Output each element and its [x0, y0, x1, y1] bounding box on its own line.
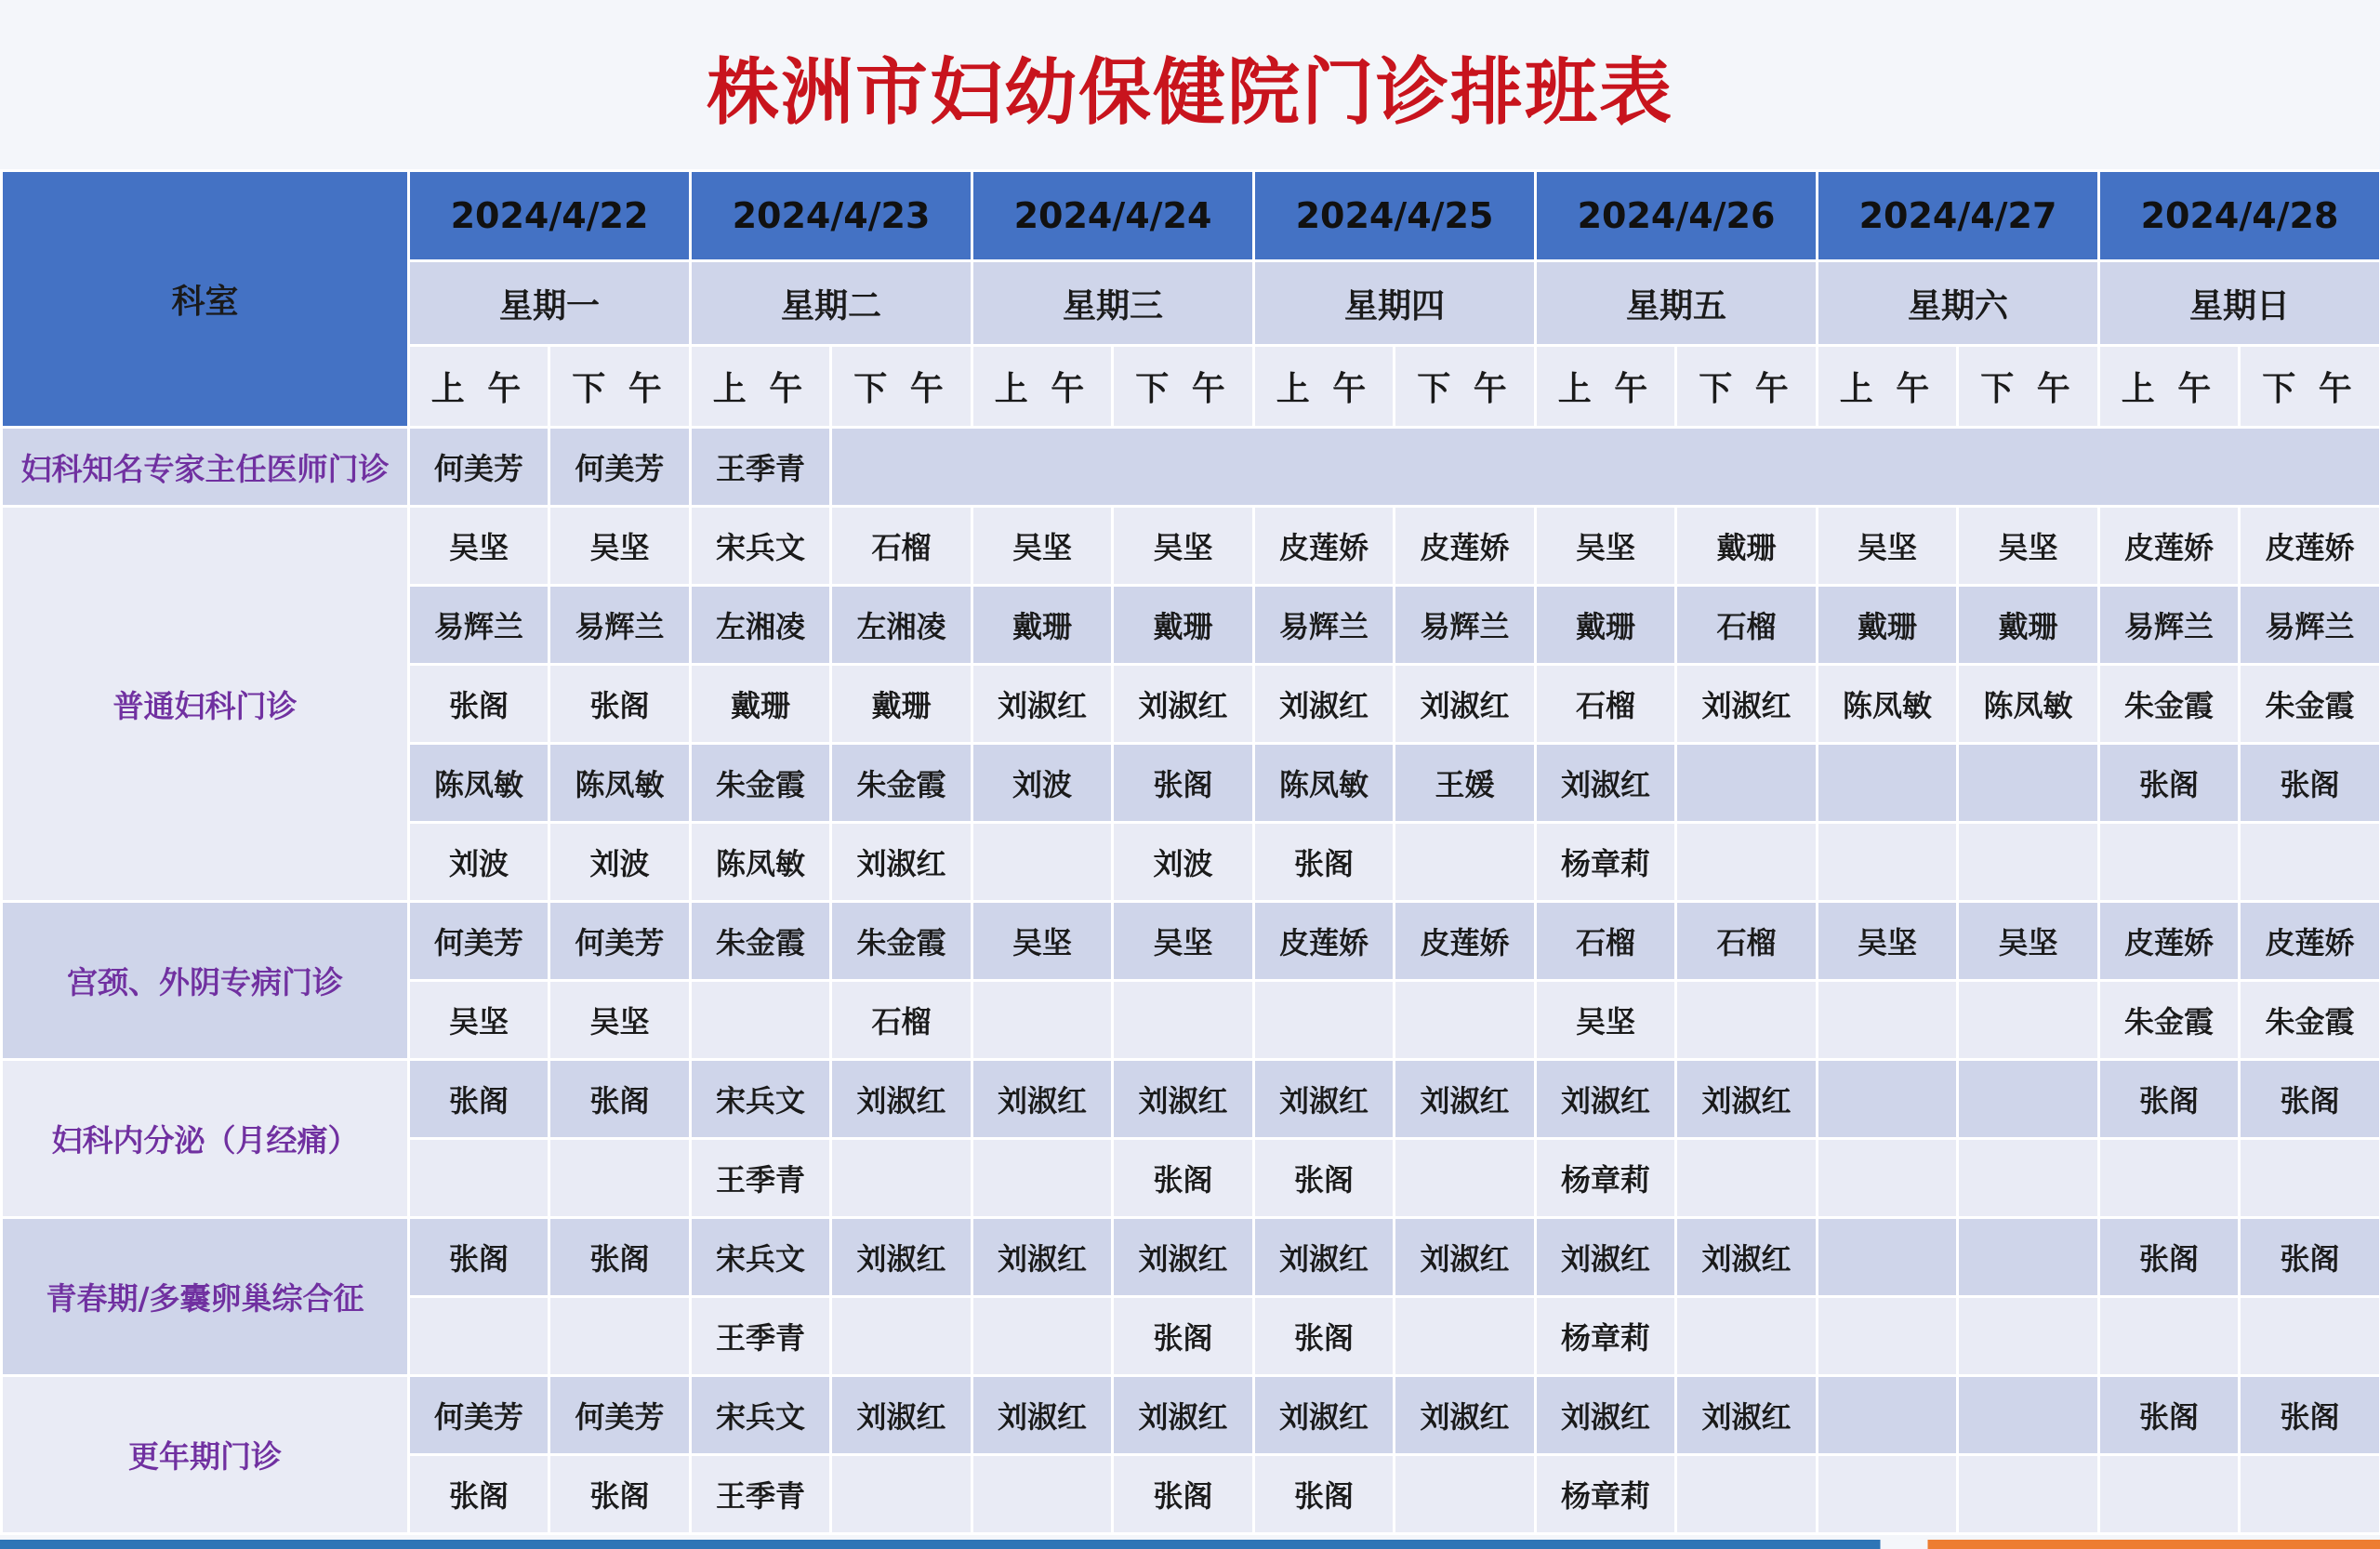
doctor-cell: [1676, 823, 1818, 902]
doctor-cell: [2240, 823, 2380, 902]
doctor-cell: 何美芳: [409, 902, 549, 981]
doctor-cell: [1958, 744, 2099, 823]
doctor-cell: [1818, 823, 1958, 902]
doctor-cell: 张阁: [2099, 1218, 2240, 1297]
doctor-cell: 宋兵文: [691, 1376, 831, 1455]
doctor-cell: [2099, 823, 2240, 902]
doctor-cell: 刘淑红: [1676, 1060, 1818, 1139]
doctor-cell: 张阁: [409, 1060, 549, 1139]
doctor-cell: 石榴: [831, 981, 972, 1060]
doctor-cell: [1958, 1060, 2099, 1139]
doctor-cell: [2099, 1297, 2240, 1376]
am-header: 上 午: [409, 346, 549, 428]
doctor-cell: 张阁: [2240, 744, 2380, 823]
doctor-cell: 张阁: [1113, 1297, 1254, 1376]
doctor-cell: 皮莲娇: [1395, 902, 1536, 981]
date-header: 2024/4/22: [409, 171, 691, 261]
doctor-cell: [1818, 1297, 1958, 1376]
doctor-cell: 刘波: [549, 823, 691, 902]
doctor-cell: [1395, 981, 1536, 1060]
doctor-cell: 吴坚: [1113, 902, 1254, 981]
doctor-cell: [1958, 1139, 2099, 1218]
doctor-cell: [409, 1139, 549, 1218]
doctor-cell: 戴珊: [1958, 586, 2099, 665]
doctor-cell: [2240, 1297, 2380, 1376]
doctor-cell: [1395, 1297, 1536, 1376]
doctor-cell: 戴珊: [831, 665, 972, 744]
doctor-cell: 吴坚: [549, 507, 691, 586]
doctor-cell: 张阁: [1113, 1455, 1254, 1534]
doctor-cell: 陈凤敏: [1958, 665, 2099, 744]
doctor-cell: 朱金霞: [2240, 981, 2380, 1060]
doctor-cell: 石榴: [1676, 902, 1818, 981]
doctor-cell: 朱金霞: [2240, 665, 2380, 744]
doctor-cell: 石榴: [1536, 665, 1676, 744]
doctor-cell: 陈凤敏: [691, 823, 831, 902]
doctor-cell: 皮莲娇: [2099, 902, 2240, 981]
doctor-cell: 刘淑红: [1536, 1060, 1676, 1139]
department-name: 妇科内分泌（月经痛）: [2, 1060, 409, 1218]
doctor-cell: 刘淑红: [1676, 1218, 1818, 1297]
doctor-cell: 张阁: [1113, 744, 1254, 823]
doctor-cell: [2099, 1139, 2240, 1218]
doctor-cell: [1676, 981, 1818, 1060]
doctor-cell: 杨章莉: [1536, 823, 1676, 902]
doctor-cell: 吴坚: [972, 902, 1113, 981]
doctor-cell: 刘淑红: [831, 1376, 972, 1455]
doctor-cell: 易辉兰: [2099, 586, 2240, 665]
doctor-cell: 陈凤敏: [1818, 665, 1958, 744]
table-row: [2, 1060, 2380, 1139]
doctor-cell: [1676, 1455, 1818, 1534]
department-name: 更年期门诊: [2, 1376, 409, 1534]
doctor-cell: 张阁: [409, 1455, 549, 1534]
doctor-cell: 皮莲娇: [2099, 507, 2240, 586]
doctor-cell: 何美芳: [549, 428, 691, 507]
dept-column-header: 科室: [2, 171, 409, 428]
doctor-cell: 刘淑红: [1395, 665, 1536, 744]
doctor-cell: 刘淑红: [1113, 665, 1254, 744]
date-header: 2024/4/24: [972, 171, 1254, 261]
doctor-cell: [1958, 1297, 2099, 1376]
doctor-cell: 戴珊: [1536, 586, 1676, 665]
doctor-cell: 朱金霞: [691, 902, 831, 981]
doctor-cell: [1395, 1455, 1536, 1534]
doctor-cell: 王季青: [691, 1297, 831, 1376]
doctor-cell: [831, 1297, 972, 1376]
date-header: 2024/4/25: [1254, 171, 1536, 261]
doctor-cell: 杨章莉: [1536, 1455, 1676, 1534]
doctor-cell: 吴坚: [1113, 507, 1254, 586]
doctor-cell: 刘淑红: [831, 823, 972, 902]
doctor-cell: 张阁: [409, 1218, 549, 1297]
am-header: 上 午: [1818, 346, 1958, 428]
weekday-header: 星期五: [1536, 261, 1818, 346]
doctor-cell: 刘淑红: [1536, 1376, 1676, 1455]
doctor-cell: 陈凤敏: [1254, 744, 1395, 823]
doctor-cell: [2240, 1139, 2380, 1218]
doctor-cell: 刘淑红: [1536, 744, 1676, 823]
doctor-cell: 刘淑红: [1676, 1376, 1818, 1455]
header-date-row: [2, 171, 2380, 261]
doctor-cell: [1958, 1376, 2099, 1455]
doctor-cell: 戴珊: [972, 586, 1113, 665]
pm-header: 下 午: [831, 346, 972, 428]
doctor-cell: [1113, 981, 1254, 1060]
weekday-header: 星期日: [2099, 261, 2380, 346]
doctor-cell: 皮莲娇: [2240, 507, 2380, 586]
doctor-cell: 刘淑红: [1536, 1218, 1676, 1297]
doctor-cell: [1818, 1376, 1958, 1455]
doctor-cell: 张阁: [1254, 1139, 1395, 1218]
doctor-cell: 易辉兰: [549, 586, 691, 665]
doctor-cell: [972, 823, 1113, 902]
doctor-cell: 宋兵文: [691, 1218, 831, 1297]
schedule-table: [0, 169, 2380, 1535]
doctor-cell: 张阁: [2099, 1060, 2240, 1139]
doctor-cell: 刘波: [1113, 823, 1254, 902]
pm-header: 下 午: [1113, 346, 1254, 428]
doctor-cell: [1395, 823, 1536, 902]
doctor-cell: [1958, 1455, 2099, 1534]
doctor-cell: 吴坚: [409, 981, 549, 1060]
doctor-cell: 何美芳: [549, 902, 691, 981]
doctor-cell: 张阁: [1254, 1297, 1395, 1376]
doctor-cell: 吴坚: [549, 981, 691, 1060]
doctor-cell: 刘淑红: [1113, 1060, 1254, 1139]
doctor-cell: 易辉兰: [2240, 586, 2380, 665]
date-header: 2024/4/26: [1536, 171, 1818, 261]
doctor-cell: [972, 981, 1113, 1060]
doctor-cell: 陈凤敏: [409, 744, 549, 823]
weekday-header: 星期三: [972, 261, 1254, 346]
empty-cell: [831, 428, 2380, 507]
doctor-cell: 吴坚: [1536, 981, 1676, 1060]
doctor-cell: [1676, 744, 1818, 823]
doctor-cell: 王媛: [1395, 744, 1536, 823]
weekday-header: 星期六: [1818, 261, 2099, 346]
pm-header: 下 午: [2240, 346, 2380, 428]
doctor-cell: [1818, 744, 1958, 823]
doctor-cell: 朱金霞: [2099, 981, 2240, 1060]
doctor-cell: 朱金霞: [831, 744, 972, 823]
pm-header: 下 午: [1676, 346, 1818, 428]
doctor-cell: [1818, 1139, 1958, 1218]
doctor-cell: 杨章莉: [1536, 1297, 1676, 1376]
am-header: 上 午: [1536, 346, 1676, 428]
am-header: 上 午: [691, 346, 831, 428]
doctor-cell: [1958, 981, 2099, 1060]
doctor-cell: 刘淑红: [1254, 665, 1395, 744]
doctor-cell: 张阁: [2240, 1376, 2380, 1455]
doctor-cell: 张阁: [409, 665, 549, 744]
doctor-cell: 张阁: [1254, 1455, 1395, 1534]
doctor-cell: 左湘凌: [831, 586, 972, 665]
doctor-cell: 吴坚: [409, 507, 549, 586]
doctor-cell: 朱金霞: [691, 744, 831, 823]
bottom-accent-bar: [0, 1540, 2380, 1549]
page-title: 株洲市妇幼保健院门诊排班表: [706, 51, 1673, 135]
doctor-cell: 易辉兰: [409, 586, 549, 665]
doctor-cell: 吴坚: [1818, 507, 1958, 586]
doctor-cell: [691, 981, 831, 1060]
weekday-header: 星期二: [691, 261, 972, 346]
doctor-cell: [1395, 1139, 1536, 1218]
pm-header: 下 午: [1958, 346, 2099, 428]
doctor-cell: [972, 1297, 1113, 1376]
doctor-cell: 刘淑红: [972, 1376, 1113, 1455]
pm-header: 下 午: [549, 346, 691, 428]
doctor-cell: 王季青: [691, 1139, 831, 1218]
doctor-cell: 宋兵文: [691, 507, 831, 586]
doctor-cell: 陈凤敏: [549, 744, 691, 823]
doctor-cell: 易辉兰: [1395, 586, 1536, 665]
table-row: [2, 1218, 2380, 1297]
doctor-cell: 刘淑红: [1254, 1060, 1395, 1139]
doctor-cell: [1818, 981, 1958, 1060]
doctor-cell: 刘淑红: [1254, 1218, 1395, 1297]
doctor-cell: 石榴: [831, 507, 972, 586]
doctor-cell: [2099, 1455, 2240, 1534]
doctor-cell: 刘淑红: [972, 1060, 1113, 1139]
doctor-cell: 刘淑红: [1395, 1218, 1536, 1297]
weekday-header: 星期一: [409, 261, 691, 346]
doctor-cell: 戴珊: [691, 665, 831, 744]
doctor-cell: 张阁: [2099, 744, 2240, 823]
doctor-cell: 吴坚: [1958, 507, 2099, 586]
doctor-cell: [409, 1297, 549, 1376]
doctor-cell: 何美芳: [409, 1376, 549, 1455]
doctor-cell: 石榴: [1676, 586, 1818, 665]
department-name: 普通妇科门诊: [2, 507, 409, 902]
doctor-cell: 刘淑红: [831, 1218, 972, 1297]
doctor-cell: 吴坚: [1818, 902, 1958, 981]
doctor-cell: [1254, 981, 1395, 1060]
doctor-cell: 张阁: [2099, 1376, 2240, 1455]
doctor-cell: 宋兵文: [691, 1060, 831, 1139]
table-row: [2, 902, 2380, 981]
doctor-cell: 刘波: [972, 744, 1113, 823]
table-row: [2, 428, 2380, 507]
doctor-cell: 张阁: [549, 1218, 691, 1297]
doctor-cell: 戴珊: [1113, 586, 1254, 665]
doctor-cell: 王季青: [691, 1455, 831, 1534]
doctor-cell: [972, 1139, 1113, 1218]
doctor-cell: [1676, 1139, 1818, 1218]
doctor-cell: 石榴: [1536, 902, 1676, 981]
doctor-cell: 戴珊: [1676, 507, 1818, 586]
doctor-cell: [549, 1139, 691, 1218]
doctor-cell: 王季青: [691, 428, 831, 507]
department-name: 青春期/多囊卵巢综合征: [2, 1218, 409, 1376]
doctor-cell: 朱金霞: [2099, 665, 2240, 744]
doctor-cell: 刘淑红: [831, 1060, 972, 1139]
doctor-cell: [1958, 1218, 2099, 1297]
doctor-cell: 张阁: [1113, 1139, 1254, 1218]
am-header: 上 午: [1254, 346, 1395, 428]
doctor-cell: [549, 1297, 691, 1376]
doctor-cell: 皮莲娇: [1254, 902, 1395, 981]
doctor-cell: 皮莲娇: [2240, 902, 2380, 981]
doctor-cell: 左湘凌: [691, 586, 831, 665]
department-name: 宫颈、外阴专病门诊: [2, 902, 409, 1060]
doctor-cell: [1818, 1455, 1958, 1534]
doctor-cell: 张阁: [549, 1060, 691, 1139]
doctor-cell: 易辉兰: [1254, 586, 1395, 665]
doctor-cell: 张阁: [549, 665, 691, 744]
doctor-cell: 刘波: [409, 823, 549, 902]
doctor-cell: 杨章莉: [1536, 1139, 1676, 1218]
doctor-cell: 刘淑红: [1676, 665, 1818, 744]
doctor-cell: 刘淑红: [1254, 1376, 1395, 1455]
doctor-cell: [1958, 823, 2099, 902]
doctor-cell: 刘淑红: [1113, 1376, 1254, 1455]
doctor-cell: [1818, 1218, 1958, 1297]
weekday-header: 星期四: [1254, 261, 1536, 346]
pm-header: 下 午: [1395, 346, 1536, 428]
doctor-cell: [1676, 1297, 1818, 1376]
doctor-cell: 何美芳: [549, 1376, 691, 1455]
doctor-cell: 张阁: [2240, 1218, 2380, 1297]
date-header: 2024/4/28: [2099, 171, 2380, 261]
doctor-cell: 吴坚: [1958, 902, 2099, 981]
am-header: 上 午: [2099, 346, 2240, 428]
doctor-cell: 张阁: [2240, 1060, 2380, 1139]
doctor-cell: 刘淑红: [1395, 1060, 1536, 1139]
date-header: 2024/4/23: [691, 171, 972, 261]
doctor-cell: [831, 1455, 972, 1534]
doctor-cell: 张阁: [549, 1455, 691, 1534]
doctor-cell: [972, 1455, 1113, 1534]
doctor-cell: 皮莲娇: [1254, 507, 1395, 586]
department-name: 妇科知名专家主任医师门诊: [2, 428, 409, 507]
am-header: 上 午: [972, 346, 1113, 428]
doctor-cell: 吴坚: [1536, 507, 1676, 586]
doctor-cell: 刘淑红: [972, 1218, 1113, 1297]
doctor-cell: 何美芳: [409, 428, 549, 507]
doctor-cell: [1818, 1060, 1958, 1139]
doctor-cell: [2240, 1455, 2380, 1534]
doctor-cell: 戴珊: [1818, 586, 1958, 665]
doctor-cell: 吴坚: [972, 507, 1113, 586]
doctor-cell: 刘淑红: [1395, 1376, 1536, 1455]
table-row: [2, 507, 2380, 586]
doctor-cell: 张阁: [1254, 823, 1395, 902]
table-row: [2, 1376, 2380, 1455]
doctor-cell: 刘淑红: [972, 665, 1113, 744]
doctor-cell: 皮莲娇: [1395, 507, 1536, 586]
date-header: 2024/4/27: [1818, 171, 2099, 261]
doctor-cell: [831, 1139, 972, 1218]
doctor-cell: 刘淑红: [1113, 1218, 1254, 1297]
doctor-cell: 朱金霞: [831, 902, 972, 981]
